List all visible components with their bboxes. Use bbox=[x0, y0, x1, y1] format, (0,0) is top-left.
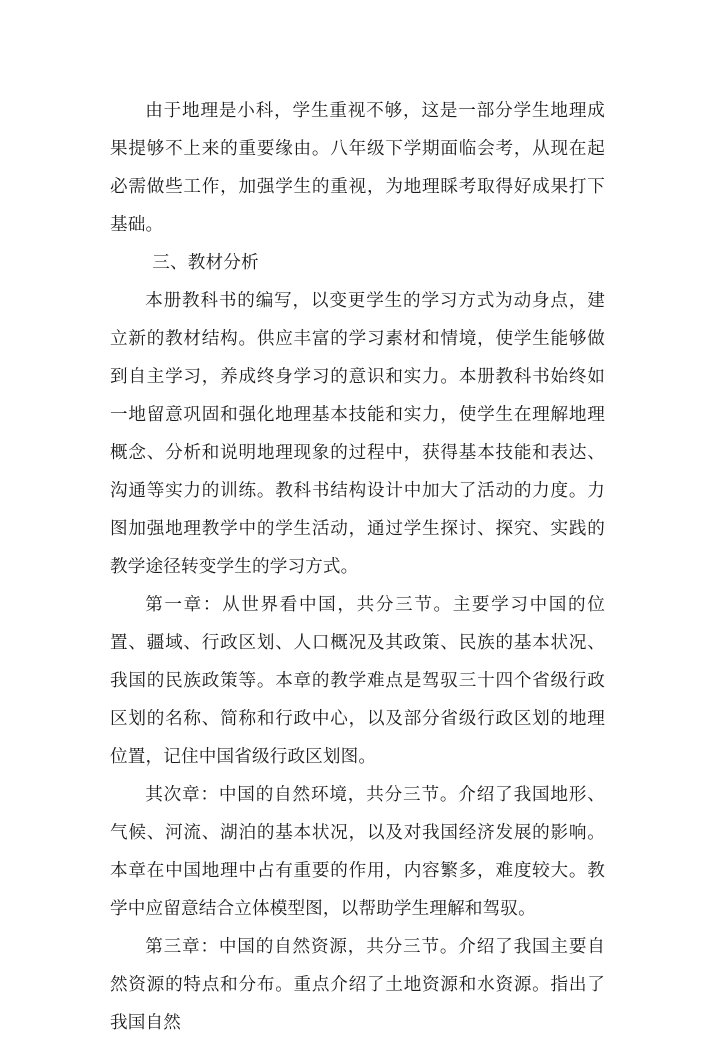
section-heading-textbook-analysis: 三、教材分析 bbox=[152, 253, 259, 273]
paragraph-chapter-one: 第一章：从世界看中国，共分三节。主要学习中国的位置、疆域、行政区划、人口概况及其政策、民族的基本状况、我国的民族政策等。本章的教学难点是驾驭三十四个省级行政区划的名称、简称和行政中心，以及部分省级行政区划的地理位置，记住中国省级行政区划图。 bbox=[110, 595, 605, 767]
paragraph-textbook-overview: 本册教科书的编写，以变更学生的学习方式为动身点，建立新的教材结构。供应丰富的学习素材和情境，使学生能够做到自主学习，养成终身学习的意识和实力。本册教科书始终如一地留意巩固和强化地理基本技能和实力，使学生在理解地理概念、分析和说明地理现象的过程中，获得基本技能和表达、沟通等实力的训练。教科书结构设计中加大了活动的力度。力图加强地理教学中的学生活动，通过学生探讨、探究、实践的教学途径转变学生的学习方式。 bbox=[110, 291, 605, 577]
document-body bbox=[110, 92, 605, 1042]
paragraph-chapter-three: 第三章：中国的自然资源，共分三节。介绍了我国主要自然资源的特点和分布。重点介绍了土地资源和水资源。指出了我国自然 bbox=[110, 937, 605, 1033]
paragraph-chapter-two: 其次章：中国的自然环境，共分三节。介绍了我国地形、气候、河流、湖泊的基本状况，以及对我国经济发展的影响。本章在中国地理中占有重要的作用，内容繁多，难度较大。教学中应留意结合立体模型图，以帮助学生理解和驾驭。 bbox=[110, 785, 605, 919]
paragraph-importance: 由于地理是小科，学生重视不够，这是一部分学生地理成果提够不上来的重要缘由。八年级下学期面临会考，从现在起必需做些工作，加强学生的重视，为地理睬考取得好成果打下基础。 bbox=[110, 101, 605, 235]
